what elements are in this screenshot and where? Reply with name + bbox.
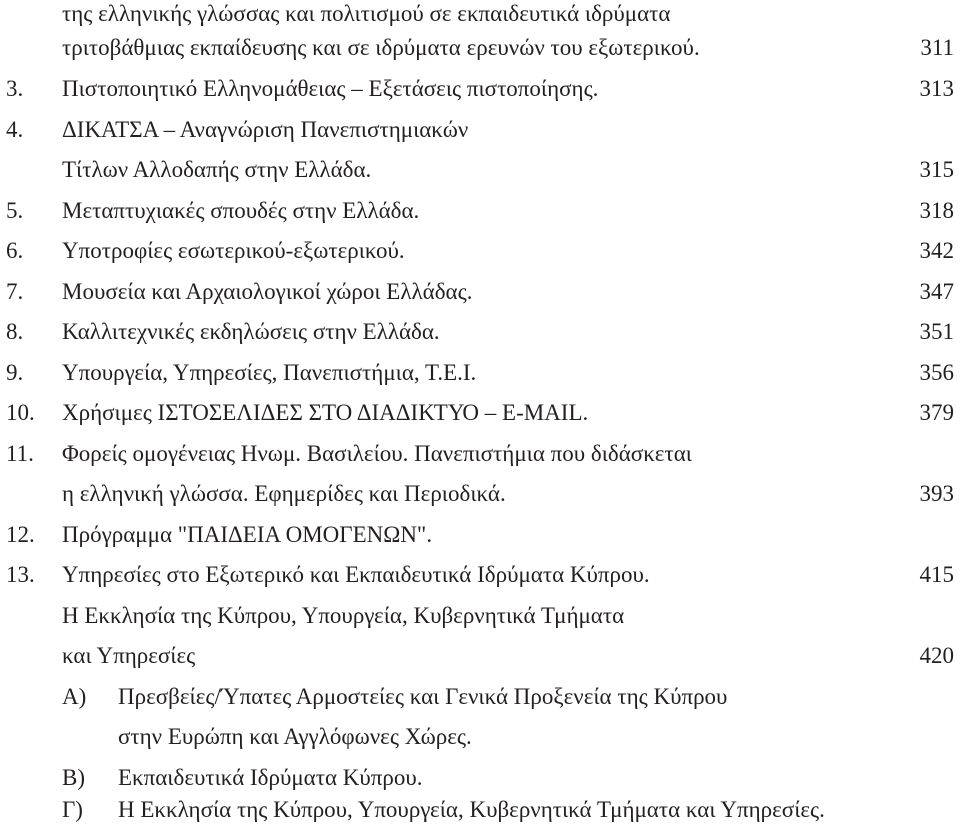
toc-entry-text: Η Εκκλησία της Κύπρου, Υπουργεία, Κυβερνητικά Τμήματα [62,603,625,628]
toc-entry-text: Η Εκκλησία της Κύπρου, Υπουργεία, Κυβερνητικά Τμήματα και Υπηρεσίες. [118,797,825,822]
toc-entry-text: Πιστοποιητικό Ελληνομάθειας – Εξετάσεις πιστοποίησης. [62,76,599,101]
toc-entry-number: 4. [6,117,24,142]
toc-entry-text: στην Ευρώπη και Αγγλόφωνες Χώρες. [118,724,472,749]
toc-entry-number: 7. [6,279,24,304]
toc-line [0,636,960,676]
toc-entry-number: 13. [6,562,35,587]
toc-entry-text: Μουσεία και Αρχαιολογικοί χώροι Ελλάδας. [62,279,473,304]
toc-page-number: 420 [919,643,954,668]
toc-line [0,231,960,271]
toc-page-number: 318 [919,198,954,223]
toc-subentry-label: Γ) [62,797,83,822]
toc-entry-text: Πρεσβείες/Ύπατες Αρμοστείες και Γενικά Προξενεία της Κύπρου [118,684,728,709]
toc-entry-number: 8. [6,319,24,344]
toc-subentry-label: Α) [62,684,87,709]
toc-page-number: 415 [919,562,954,587]
toc-subentry-label: Β) [62,765,85,790]
toc-entry-text: Τίτλων Αλλοδαπής στην Ελλάδα. [62,157,372,182]
toc-entry-number: 12. [6,522,35,547]
toc-line [0,717,960,757]
toc-line [0,312,960,352]
toc-entry-text: Υποτροφίες εσωτερικού-εξωτερικού. [62,238,405,263]
toc-line [0,677,960,717]
toc-line [0,515,960,555]
toc-page-number: 347 [919,279,954,304]
toc-entry-text: Εκπαιδευτικά Ιδρύματα Κύπρου. [118,765,423,790]
toc-line [0,790,960,830]
toc-line [0,434,960,474]
toc-page-number: 342 [919,238,954,263]
toc-entry-text: τριτοβάθμιας εκπαίδευσης και σε ιδρύματα ερευνών του εξωτερικού. [62,35,700,60]
toc-page-number: 313 [919,76,954,101]
toc-entry-text: η ελληνική γλώσσα. Εφημερίδες και Περιοδικά. [62,481,506,506]
toc-entry-text: Χρήσιμες ΙΣΤΟΣΕΛΙΔΕΣ ΣΤΟ ΔΙΑΔΙΚΤΥΟ – E-MAIL. [62,400,589,425]
toc-line [0,191,960,231]
toc-line [0,69,960,109]
toc-entry-text: Φορείς ομογένειας Ηνωμ. Βασιλείου. Πανεπιστήμια που διδάσκεται [62,441,692,466]
toc-line [0,596,960,636]
toc-line [0,272,960,312]
toc-entry-text: Μεταπτυχιακές σπουδές στην Ελλάδα. [62,198,420,223]
toc-line [0,110,960,150]
toc-entry-number: 3. [6,76,24,101]
toc-line [0,393,960,433]
toc-line [0,474,960,514]
toc-entry-number: 6. [6,238,24,263]
toc-entry-text: Καλλιτεχνικές εκδηλώσεις στην Ελλάδα. [62,319,440,344]
toc-entry-text: Υπουργεία, Υπηρεσίες, Πανεπιστήμια, Τ.Ε.Ι. [62,360,477,385]
toc-line [0,353,960,393]
toc-entry-text: και Υπηρεσίες [62,643,196,668]
toc-entry-number: 9. [6,360,24,385]
toc-page-number: 315 [919,157,954,182]
toc-entry-text: της ελληνικής γλώσσας και πολιτισμού σε εκπαιδευτικά ιδρύματα [62,1,671,26]
toc-page-number: 351 [919,319,954,344]
toc-line [0,28,960,68]
toc-entry-number: 10. [6,400,35,425]
toc-entry-text: Υπηρεσίες στο Εξωτερικό και Εκπαιδευτικά Ιδρύματα Κύπρου. [62,562,650,587]
toc-entry-number: 11. [6,441,34,466]
toc-page-number: 356 [919,360,954,385]
toc-line [0,150,960,190]
toc-page-number: 311 [920,35,954,60]
toc-entry-text: Πρόγραμμα "ΠΑΙΔΕΙΑ ΟΜΟΓΕΝΩΝ". [62,522,433,547]
toc-entry-text: ΔΙΚΑΤΣΑ – Αναγνώριση Πανεπιστημιακών [62,117,469,142]
toc-line [0,555,960,595]
toc-page-number: 393 [919,481,954,506]
toc-page-number: 379 [919,400,954,425]
toc-entry-number: 5. [6,198,24,223]
